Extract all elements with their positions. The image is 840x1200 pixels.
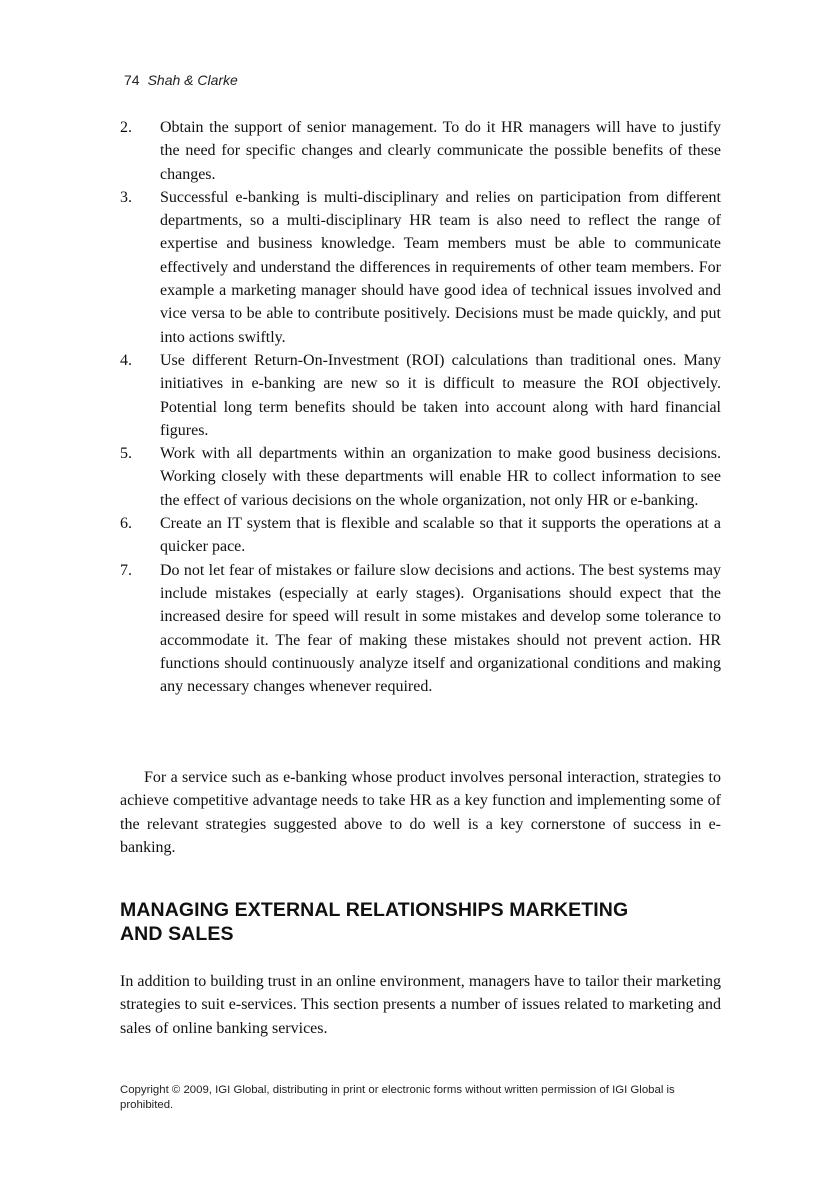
page-number: 74 [124,72,140,88]
list-item-text: Successful e-banking is multi-disciplinary and relies on participation from different departments, so a multi-disciplinary HR team is also need to reflect the range of expertise and business knowledge. Team members must be able to communicate effectively and understand the differences in requirements of other team members. For example a marketing manager should have good idea of technical issues involved and vice versa to be able to contribute positively. Decisions must be made quickly, and put into actions swiftly. [160,188,721,346]
list-item-text: Obtain the support of senior management. To do it HR managers will have to justify the need for specific changes and clearly communicate the possible benefits of these changes. [160,119,721,183]
list-item-number: 3. [120,188,132,206]
list-item [120,116,721,186]
section-heading [120,898,721,946]
list-item-number: 5. [120,445,132,463]
section-heading-line-1: MANAGING EXTERNAL RELATIONSHIPS MARKETING [120,899,629,921]
running-head-authors: Shah & Clarke [147,72,238,88]
running-head [124,72,238,88]
section-paragraph: In addition to building trust in an online environment, managers have to tailor their marketing strategies to suit e-services. This section presents a number of issues related to marketing and sales of online banking services. [120,973,721,1037]
list-item [120,442,721,512]
list-item-number: 7. [120,561,132,579]
list-item-number: 6. [120,515,132,533]
list-item-text: Create an IT system that is flexible and scalable so that it supports the operations at a quicker pace. [160,515,721,556]
list-item-number: 2. [120,119,132,136]
closing-paragraph: For a service such as e-banking whose product involves personal interaction, strategies to achieve competitive advantage needs to take HR as a key function and implementing some of the relevant strategies suggested above to do well is a key cornerstone of success in e-banking. [120,769,721,856]
list-item-text: Use different Return-On-Investment (ROI) calculations than traditional ones. Many initiatives in e-banking are new so it is difficult to measure the ROI objectively. Potential long term benefits should be taken into account along with hard financial figures. [160,351,721,439]
numbered-list [120,116,721,698]
list-item [120,559,721,699]
list-item [120,186,721,349]
list-item-number: 4. [120,351,132,369]
list-item-text: Work with all departments within an organization to make good business decisions. Working closely with these departments will enable HR to collect information to see the effect of various decisions on the whole organization, not only HR or e-banking. [160,445,721,509]
list-item-text: Do not let fear of mistakes or failure slow decisions and actions. The best systems may include mistakes (especially at early stages). Organisations should expect that the increased desire for speed will result in some mistakes and develop some tolerance to accommodate it. The fear of making these mistakes should not prevent action. HR functions should continuously analyze itself and organizational conditions and making any necessary changes whenever required. [160,561,721,696]
section-heading-line-2: AND SALES [120,923,234,945]
list-item [120,512,721,559]
list-item [120,349,721,442]
copyright-footer: Copyright © 2009, IGI Global, distributing in print or electronic forms without written permission of IGI Global is prohibited. [120,1084,675,1111]
